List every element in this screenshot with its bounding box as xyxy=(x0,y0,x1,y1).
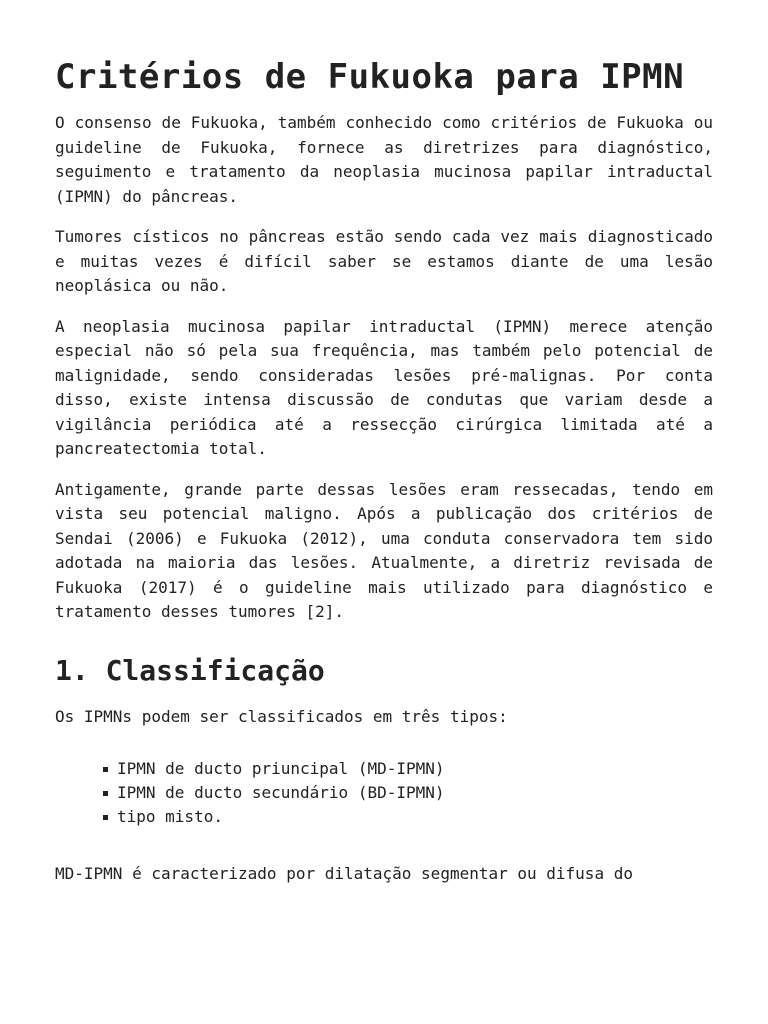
bullet-icon xyxy=(103,791,108,796)
bullet-icon xyxy=(103,815,108,820)
bullet-icon xyxy=(103,767,108,772)
list-item-text: IPMN de ducto secundário (BD-IPMN) xyxy=(117,783,445,802)
ipmn-types-list xyxy=(55,757,713,829)
paragraph-ipmn-malignancy: A neoplasia mucinosa papilar intraductal (IPMN) merece atenção especial não só pela sua frequência, mas também pelo potencial de malignidade, sendo consideradas lesões pré-malignas. Por conta disso, existe intensa discussão de condutas que variam desde a vigilância periódica até a ressecção cirúrgica limitada até a pancreatectomia total. xyxy=(55,316,713,458)
list-item-text: tipo misto. xyxy=(117,807,223,826)
paragraph-fukuoka-consensus: O consenso de Fukuoka, também conhecido como critérios de Fukuoka ou guideline de Fukuoka, fornece as diretrizes para diagnóstico, seguimento e tratamento da neoplasia mucinosa papilar intraductal (IPMN) do pâncreas. xyxy=(55,113,713,206)
document-page xyxy=(55,0,713,887)
paragraph-history-guidelines: Antigamente, grande parte dessas lesões eram ressecadas, tendo em vista seu potencial maligno. Após a publicação dos critérios de Sendai (2006) e Fukuoka (2012), uma conduta conservadora tem sido adotada na maioria das lesões. Atualmente, a diretriz revisada de Fukuoka (2017) é o guideline mais utilizado para diagnóstico e tratamento desses tumores [2]. xyxy=(55,479,713,621)
section-heading-classification: 1. Classificação xyxy=(55,653,325,687)
list-item-text: IPMN de ducto priuncipal (MD-IPMN) xyxy=(117,759,445,778)
paragraph-md-ipmn: MD-IPMN é caracterizado por dilatação segmentar ou difusa do xyxy=(55,864,633,883)
page-title: Critérios de Fukuoka para IPMN xyxy=(55,57,685,97)
paragraph-cystic-tumors: Tumores císticos no pâncreas estão sendo cada vez mais diagnosticado e muitas vezes é difícil saber se estamos diante de uma lesão neoplásica ou não. xyxy=(55,227,713,295)
paragraph-classification-intro: Os IPMNs podem ser classificados em três tipos: xyxy=(55,706,508,726)
list-item xyxy=(103,781,713,805)
list-item xyxy=(103,805,713,829)
list-item xyxy=(103,757,713,781)
